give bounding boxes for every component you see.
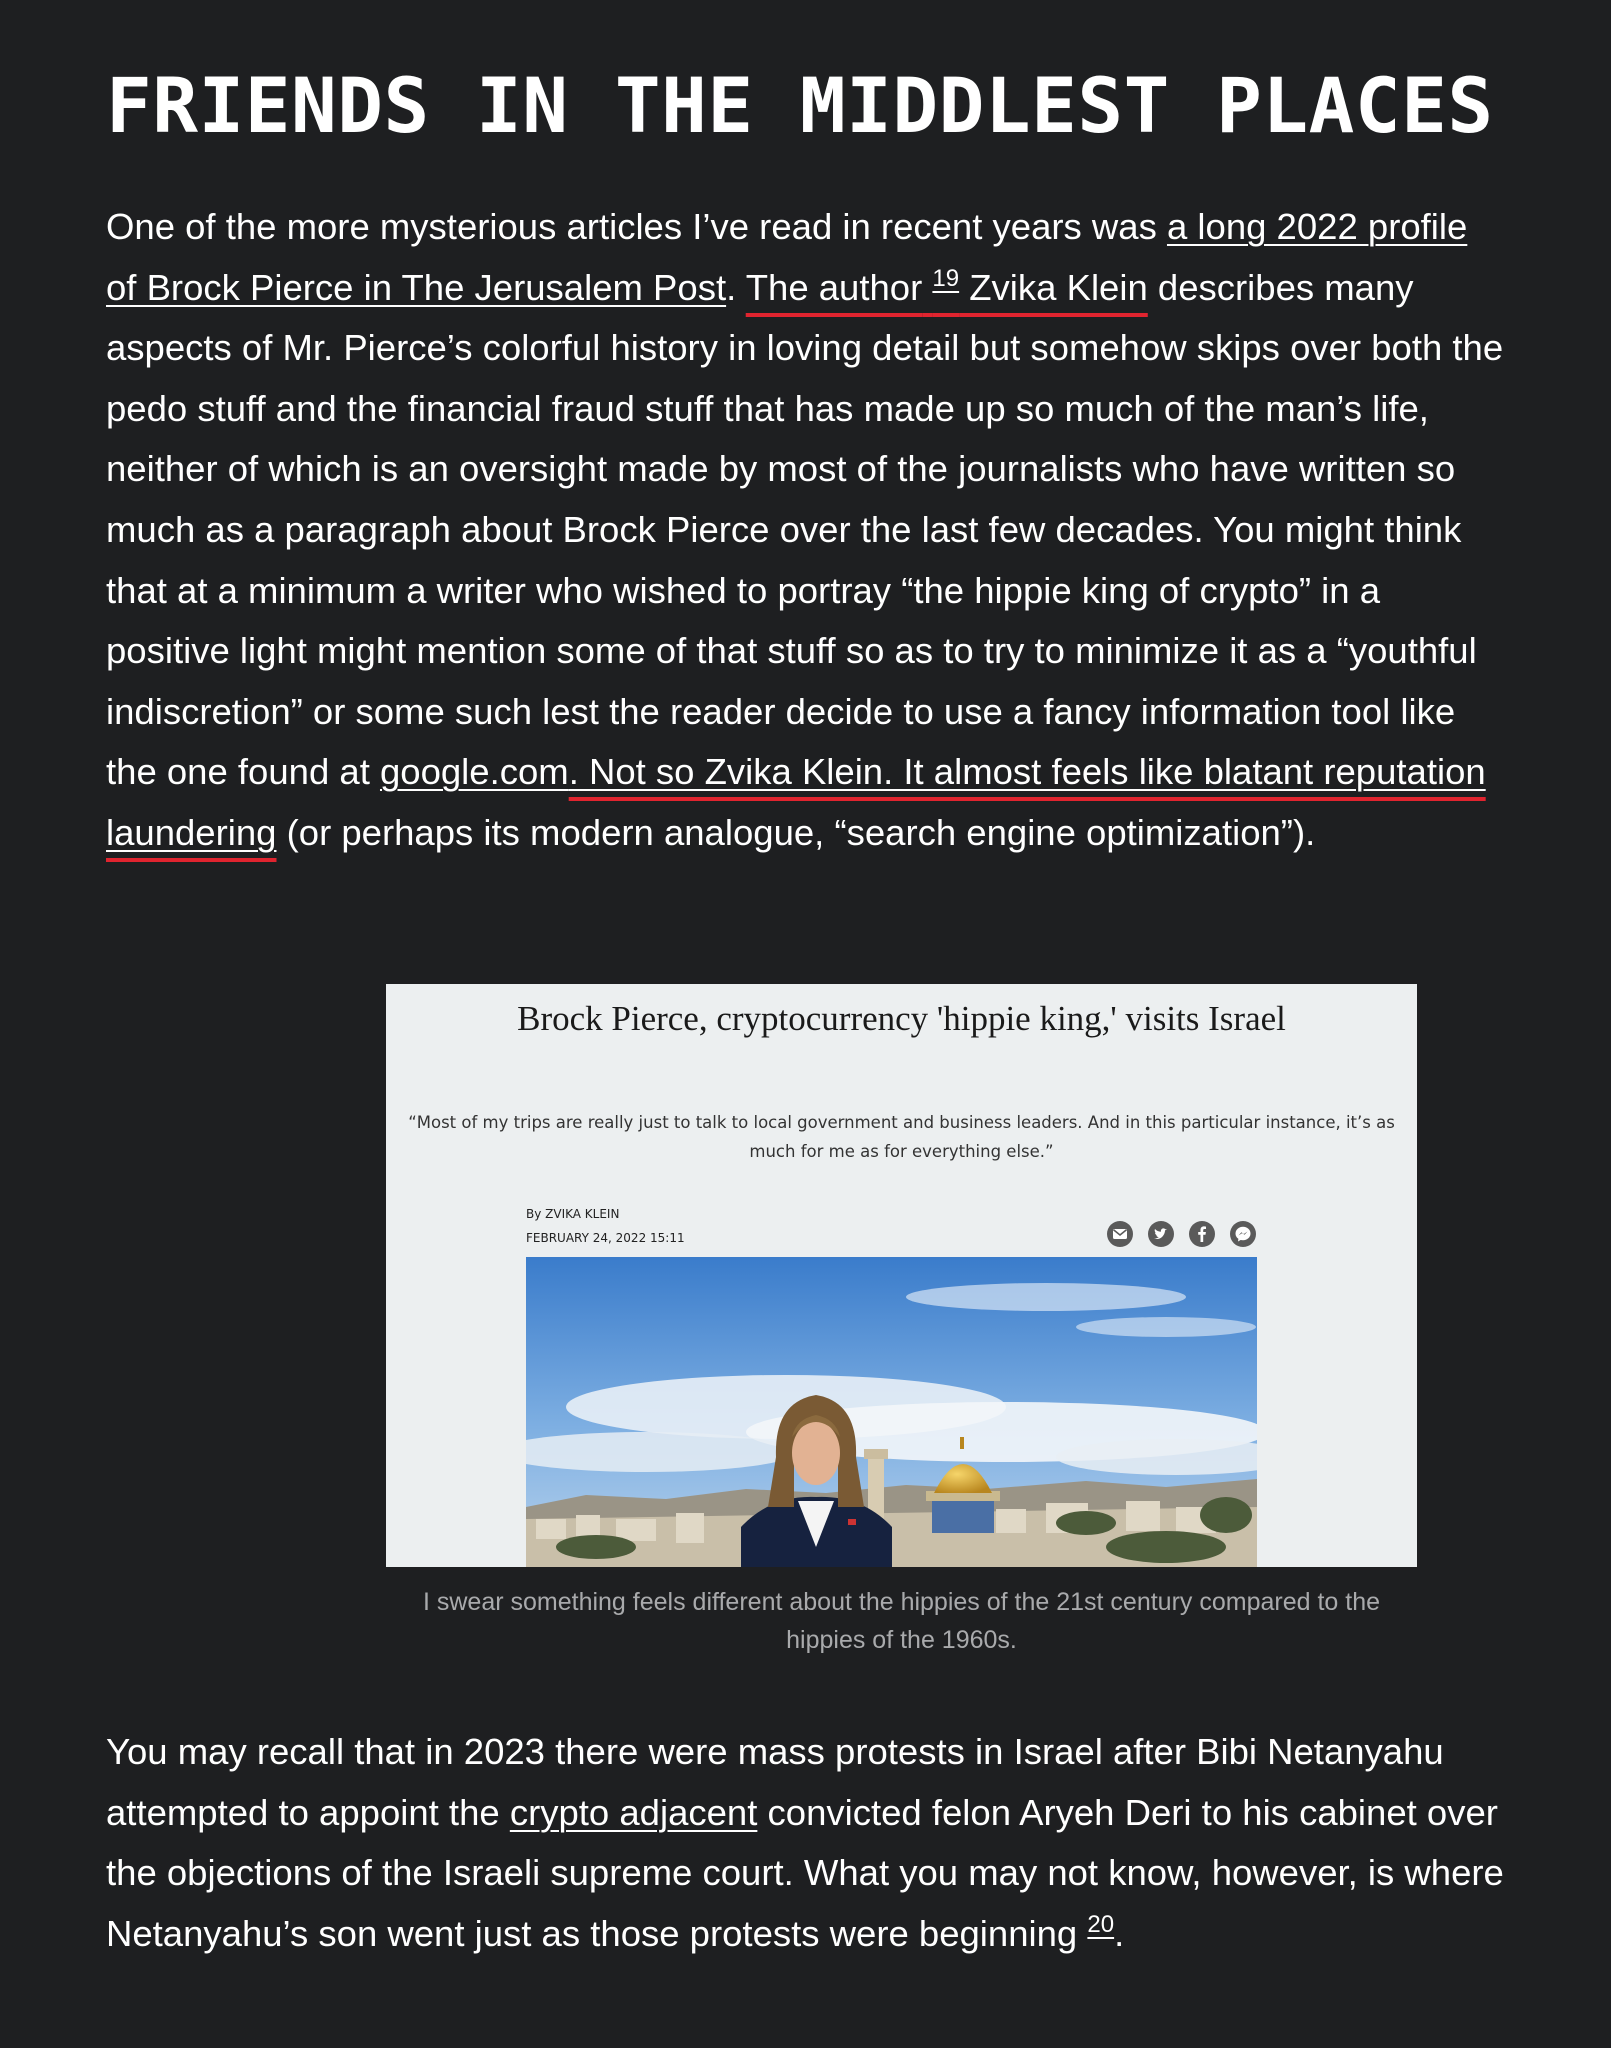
figure-headline: Brock Pierce, cryptocurrency 'hippie king,' visits Israel bbox=[517, 999, 1286, 1038]
google-link[interactable]: google.com bbox=[379, 751, 569, 793]
brock-pierce-jerusalem-photo bbox=[526, 1257, 1257, 1567]
email-icon[interactable] bbox=[1106, 1220, 1134, 1248]
paragraph-1 bbox=[106, 197, 1506, 864]
messenger-icon[interactable] bbox=[1229, 1220, 1257, 1248]
text: One of the more mysterious articles I’ve read in recent years was bbox=[106, 206, 1167, 247]
crypto-adjacent-link[interactable]: crypto adjacent bbox=[509, 1791, 758, 1833]
figure-byline: By ZVIKA KLEIN bbox=[526, 1207, 620, 1221]
figure-caption: I swear something feels different about the hippies of the 21st century compared to the hippies of the 1960s. bbox=[422, 1588, 1381, 1654]
text: The author bbox=[745, 266, 923, 308]
jerusalem-post-profile-link[interactable]: a long 2022 profile of Brock Pierce in The Jerusalem Post bbox=[106, 206, 1468, 308]
figure-date: FEBRUARY 24, 2022 15:11 bbox=[526, 1231, 685, 1245]
text: . bbox=[1114, 1912, 1125, 1954]
text: (or perhaps its modern analogue, “search engine optimization”). bbox=[276, 811, 1316, 853]
article-title: FRIENDS IN THE MIDDLEST PLACES bbox=[106, 61, 1494, 150]
share-icons bbox=[1106, 1220, 1257, 1248]
text: Zvika Klein bbox=[959, 266, 1148, 308]
text: describes many aspects of Mr. Pierce’s colorful history in loving detail but somehow skips over both the pedo stuff and the financial fraud stuff that has made up so much of the man’s life, neither of which is an oversight made by most of the journalists who have written so much as a paragraph about Brock Pierce over the last few decades. You might think that at a minimum a writer who wished to portray “the hippie king of crypto” in a positive light might mention some of that stuff so as to try to minimize it as a “youthful indiscretion” or some such lest the reader decide to use a fancy information tool like the one found at bbox=[106, 266, 1504, 793]
twitter-icon[interactable] bbox=[1147, 1220, 1175, 1248]
red-underline-author bbox=[745, 264, 1148, 308]
text: You may recall that in 2023 there were mass protests in Israel after Bibi Netanyahu attempted to appoint the bbox=[106, 1731, 1444, 1833]
footnote-19-link[interactable]: 19 bbox=[932, 264, 960, 292]
footnote-20-link[interactable]: 20 bbox=[1087, 1910, 1115, 1938]
paragraph-2 bbox=[106, 1722, 1506, 1964]
facebook-icon[interactable] bbox=[1188, 1220, 1216, 1248]
figure-byline-block bbox=[526, 1202, 685, 1250]
article-screenshot-figure bbox=[386, 984, 1417, 1567]
text: convicted felon Aryeh Deri to his cabinet over the objections of the Israeli supreme court. What you may not know, however, is where Netanyahu’s son went just as those protests were beginning bbox=[106, 1791, 1504, 1954]
text: . bbox=[726, 266, 746, 308]
figure-subhead: “Most of my trips are really just to talk to local government and business leaders. And in this particular instance, it’s as much for me as for everything else.” bbox=[408, 1113, 1395, 1161]
reputation-laundering-link[interactable]: . Not so Zvika Klein. It almost feels like blatant reputation laundering bbox=[106, 751, 1486, 853]
